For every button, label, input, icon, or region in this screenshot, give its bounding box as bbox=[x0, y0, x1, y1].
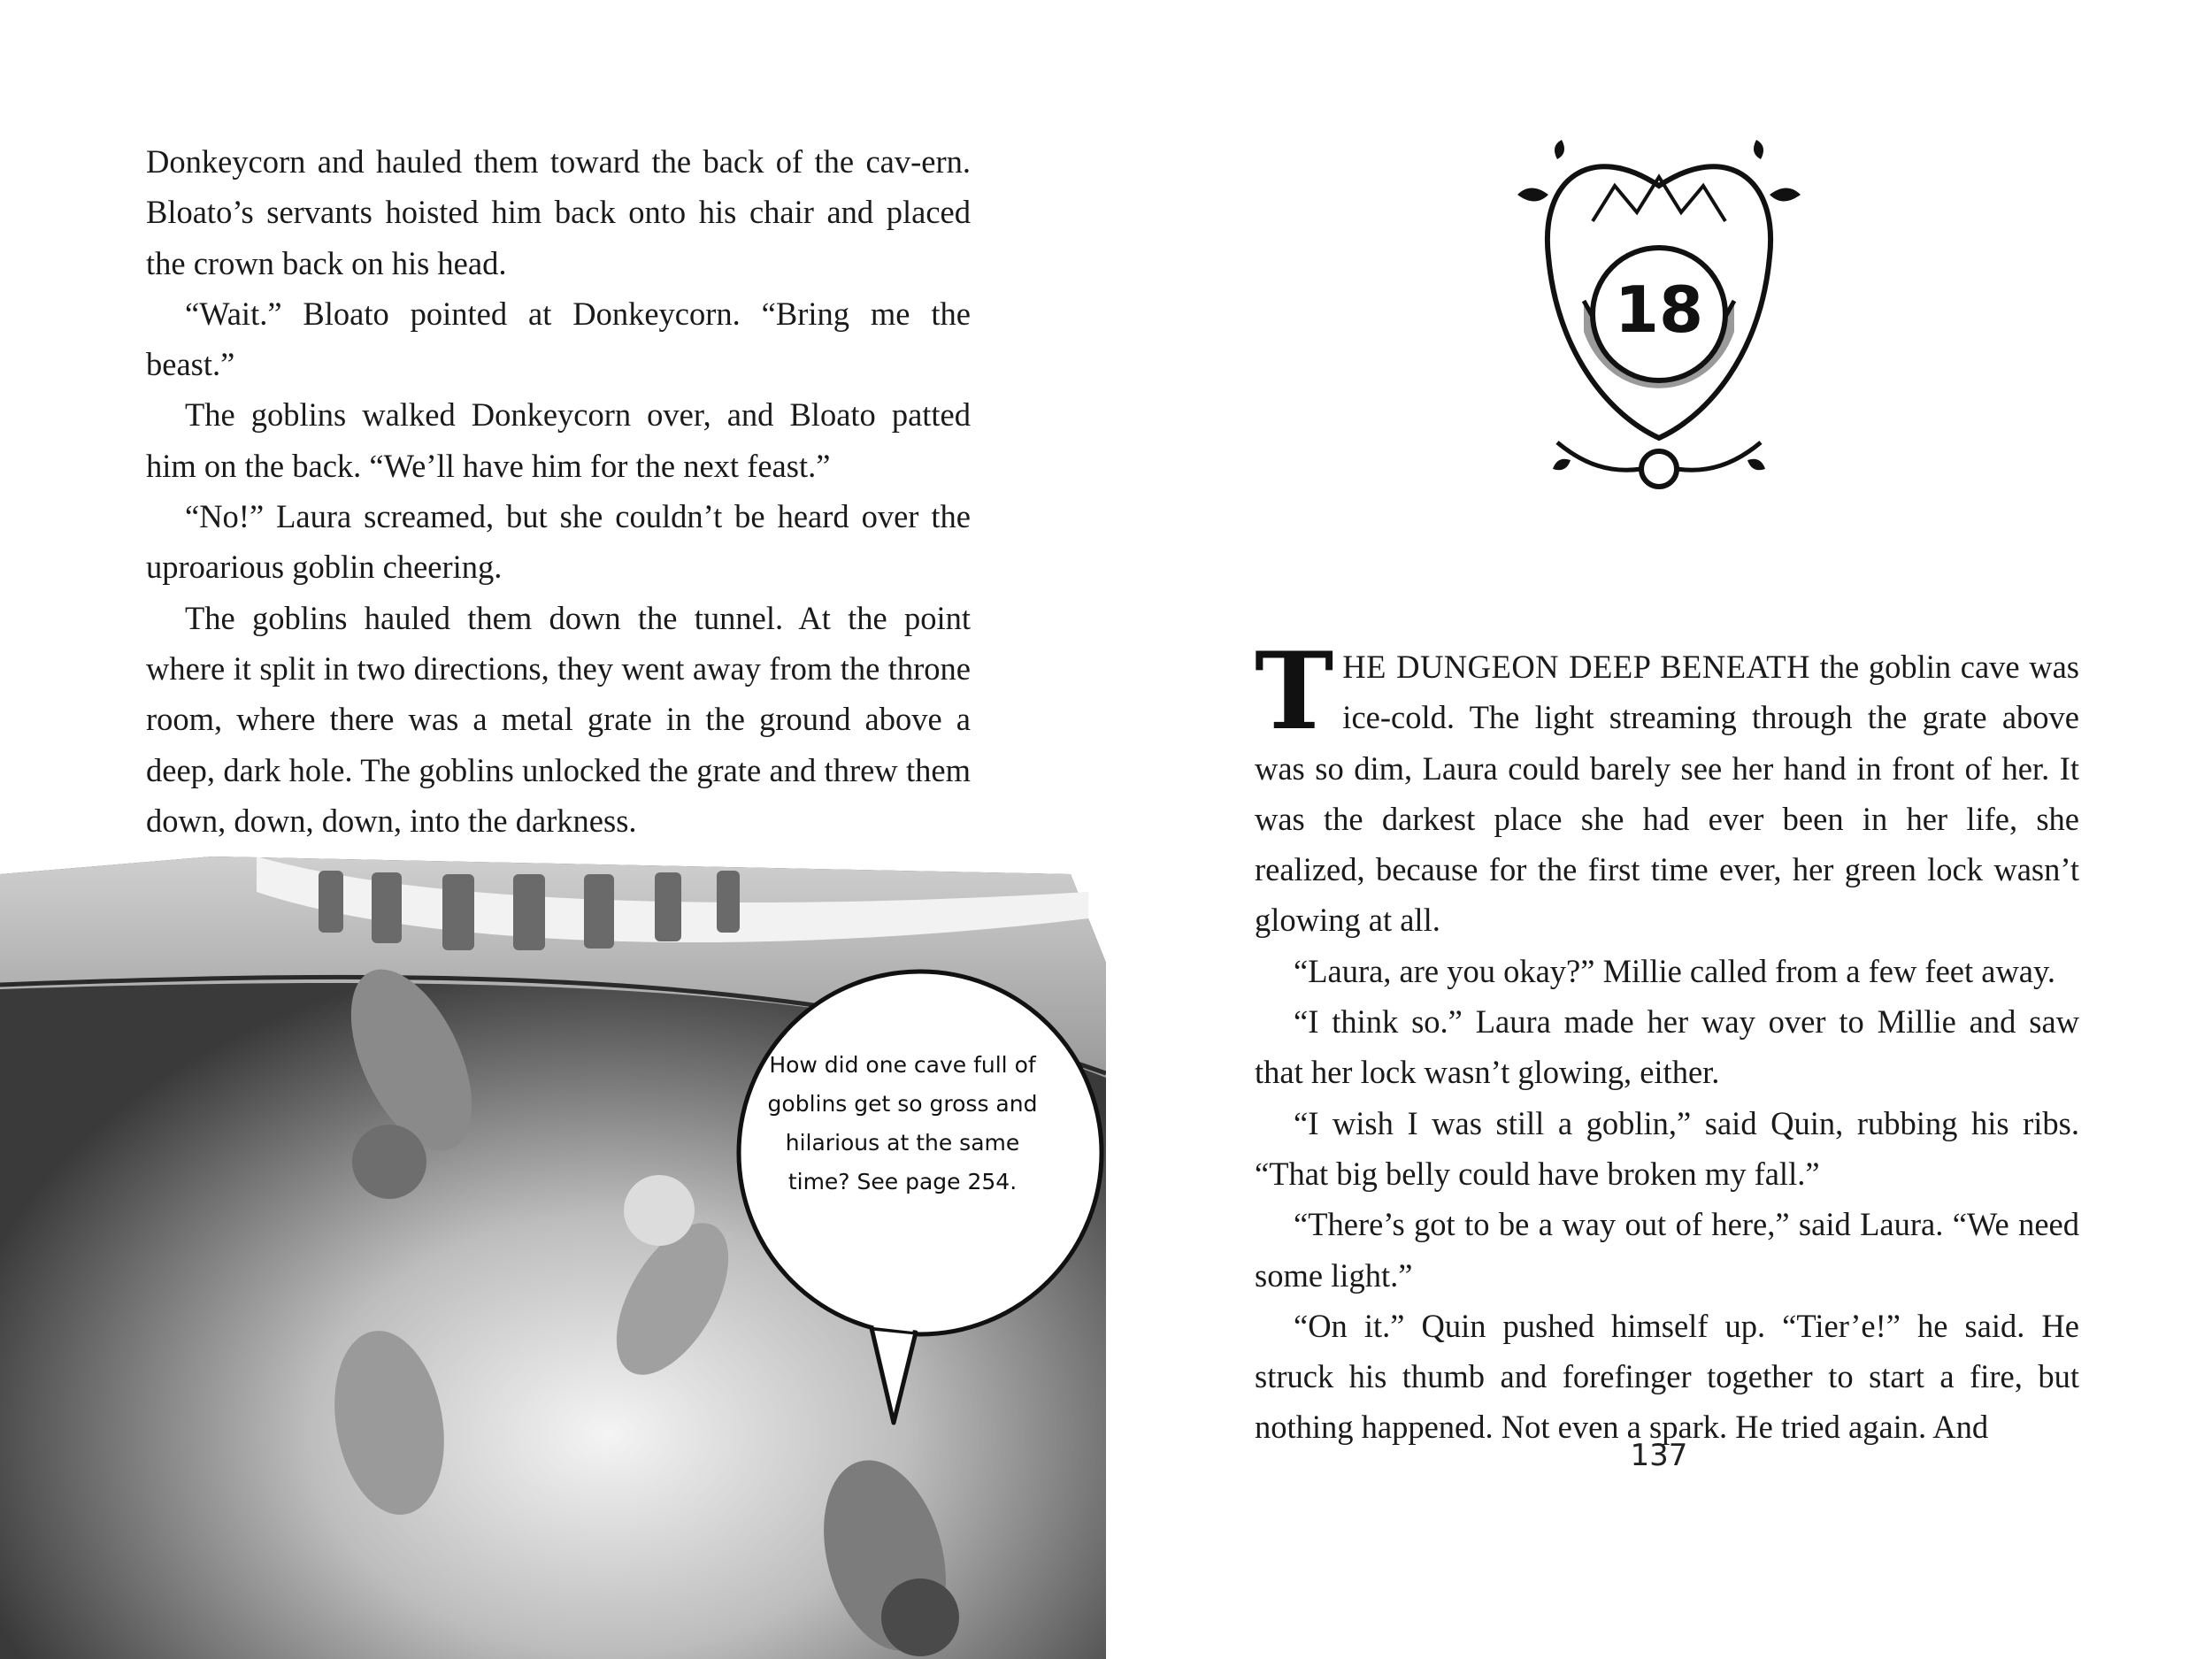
paragraph: “Laura, are you okay?” Millie called from a few feet away. bbox=[1294, 952, 2056, 989]
paragraph: The goblins walked Donkeycorn over, and Bloato patted him on the back. “We’ll have him for the next feast.” bbox=[146, 396, 971, 484]
opening-smallcaps: HE DUNGEON DEEP BENEATH bbox=[1342, 649, 1810, 685]
page-number: 137 bbox=[1630, 1438, 1688, 1473]
paragraph: “There’s got to be a way out of here,” said Laura. “We need some light.” bbox=[1255, 1206, 2079, 1294]
paragraph: Donkeycorn and hauled them toward the back of the cav-ern. Bloato’s servants hoisted him back onto his chair and placed the crown back on his head. bbox=[146, 143, 971, 281]
paragraph: The goblins hauled them down the tunnel. At the point where it split in two directions, they went away from the throne room, where there was a metal grate in the ground above a deep, dark hole. The goblins unlocked the grate and threw them down, down, down, into the darkness. bbox=[146, 599, 971, 839]
right-page-text bbox=[1255, 629, 2079, 1453]
left-page-text bbox=[146, 136, 971, 846]
paragraph: “I think so.” Laura made her way over to Millie and saw that her lock wasn’t glowing, either. bbox=[1255, 1003, 2079, 1091]
drop-cap: T bbox=[1255, 629, 1334, 754]
right-page bbox=[1106, 0, 2212, 1659]
falling-children-illustration bbox=[0, 856, 1106, 1659]
chapter-emblem bbox=[1486, 124, 1832, 522]
paragraph: “No!” Laura screamed, but she couldn’t be heard over the uproarious goblin cheering. bbox=[146, 498, 971, 586]
paragraph: “Wait.” Bloato pointed at Donkeycorn. “Bring me the beast.” bbox=[146, 295, 971, 383]
opening-paragraph bbox=[1255, 629, 2079, 946]
opening-text: the goblin cave was ice-cold. The light streaming through the grate above was so dim, Laura could barely see her hand in front of her. It was the darkest place she had ever been in her life, she realized, because for the first time ever, her green lock wasn’t glowing at all. bbox=[1255, 649, 2079, 939]
paragraph: “On it.” Quin pushed himself up. “Tier’e!” he said. He struck his thumb and forefinger together to start a fire, but nothing happened. Not even a spark. He tried again. And bbox=[1255, 1307, 2079, 1446]
speech-bubble-text: How did one cave full of goblins get so gross and hilarious at the same time? See page 254. bbox=[767, 1052, 1038, 1194]
chapter-number: 18 bbox=[1614, 273, 1704, 347]
paragraph: “I wish I was still a goblin,” said Quin, rubbing his ribs. “That big belly could have broken my fall.” bbox=[1255, 1104, 2079, 1192]
